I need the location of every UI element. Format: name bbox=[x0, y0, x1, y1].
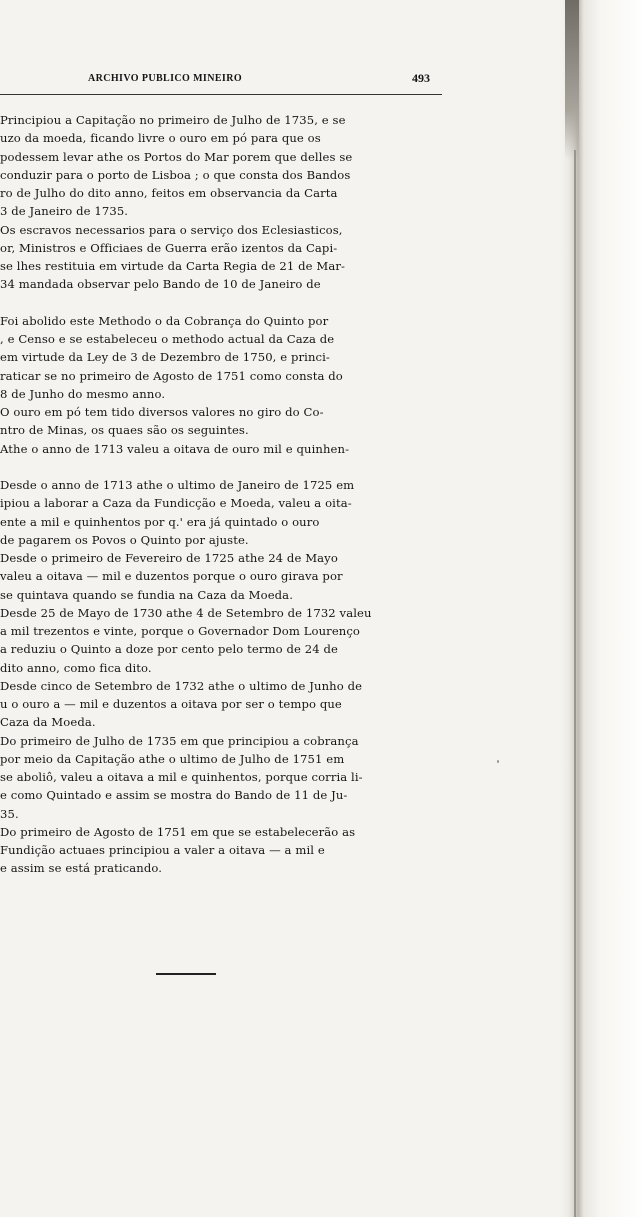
scan-speck bbox=[497, 760, 499, 763]
text-line: Do primeiro de Agosto de 1751 em que se estabelecerão as bbox=[0, 824, 356, 839]
text-line: e como Quintado e assim se mostra do Bando de 11 de Ju- bbox=[0, 788, 348, 803]
text-line: se lhes restituia em virtude da Carta Regia de 21 de Mar- bbox=[0, 259, 345, 273]
text-line: em virtude da Ley de 3 de Dezembro de 1750, e princi- bbox=[0, 350, 330, 365]
text-line: se quintava quando se fundia na Caza da Moeda. bbox=[0, 587, 293, 602]
text-line: a mil trezentos e vinte, porque o Governador Dom Lourenço bbox=[0, 624, 361, 638]
text-line: , e Censo e se estabeleceu o methodo actual da Caza de bbox=[0, 332, 335, 346]
text-line: u o ouro a — mil e duzentos a oitava por ser o tempo que bbox=[0, 697, 342, 711]
text-line: 35. bbox=[0, 806, 19, 821]
text-line: ipiou a laborar a Caza da Fundicção e Moeda, valeu a oita- bbox=[0, 496, 352, 511]
text-line: Foi abolido este Methodo o da Cobrança do Quinto por bbox=[0, 313, 329, 328]
binding-shadow bbox=[565, 0, 579, 160]
page-gutter bbox=[560, 0, 644, 1217]
text-line: Desde cinco de Setembro de 1732 athe o ultimo de Junho de bbox=[0, 678, 363, 693]
text-line: por meio da Capitação athe o ultimo de Julho de 1751 em bbox=[0, 751, 345, 766]
text-line: 8 de Junho do mesmo anno. bbox=[0, 386, 166, 401]
text-line: a reduziu o Quinto a doze por cento pelo termo de 24 de bbox=[0, 642, 338, 657]
text-line: 34 mandada observar pelo Bando de 10 de Janeiro de bbox=[0, 277, 321, 292]
body-text bbox=[0, 111, 460, 878]
text-line: 3 de Janeiro de 1735. bbox=[0, 204, 129, 219]
page-edge-line bbox=[574, 150, 576, 1217]
text-line: conduzir para o porto de Lisboa ; o que consta dos Bandos bbox=[0, 167, 351, 182]
text-line: or, Ministros e Officiaes de Guerra erão izentos da Capi- bbox=[0, 240, 338, 255]
text-line: valeu a oitava — mil e duzentos porque o ouro girava por bbox=[0, 569, 343, 584]
text-line: e assim se está praticando. bbox=[0, 861, 163, 876]
text-line: de pagarem os Povos o Quinto por ajuste. bbox=[0, 532, 249, 547]
text-line: Desde o anno de 1713 athe o ultimo de Janeiro de 1725 em bbox=[0, 478, 355, 492]
text-line: Fundição actuaes principiou a valer a oitava — a mil e bbox=[0, 843, 325, 857]
page-number: 493 bbox=[412, 71, 430, 85]
page-header bbox=[0, 66, 560, 88]
section-end-rule bbox=[156, 973, 216, 975]
blank-line bbox=[0, 294, 460, 312]
text-line: dito anno, como fica dito. bbox=[0, 660, 152, 675]
text-line: O ouro em pó tem tido diversos valores no giro do Co- bbox=[0, 405, 324, 419]
text-line: uzo da moeda, ficando livre o ouro em pó para que os bbox=[0, 131, 321, 146]
text-line: Principiou a Capitação no primeiro de Julho de 1735, e se bbox=[0, 113, 346, 127]
text-line: ntro de Minas, os quaes são os seguintes. bbox=[0, 423, 249, 438]
text-line: ro de Julho do dito anno, feitos em observancia da Carta bbox=[0, 186, 338, 200]
text-line: Os escravos necessarios para o serviço dos Eclesiasticos, bbox=[0, 222, 343, 237]
blank-line bbox=[0, 458, 460, 476]
text-line: Desde o primeiro de Fevereiro de 1725 athe 24 de Mayo bbox=[0, 551, 338, 565]
text-line: se aboliô, valeu a oitava a mil e quinhentos, porque corria li- bbox=[0, 770, 363, 784]
text-line: podessem levar athe os Portos do Mar porem que delles se bbox=[0, 149, 353, 164]
text-line: Do primeiro de Julho de 1735 em que principiou a cobrança bbox=[0, 733, 359, 748]
text-line: Caza da Moeda. bbox=[0, 715, 96, 730]
text-line: Desde 25 de Mayo de 1730 athe 4 de Setembro de 1732 valeu bbox=[0, 605, 372, 620]
running-title: ARCHIVO PUBLICO MINEIRO bbox=[88, 73, 243, 84]
header-rule bbox=[0, 94, 442, 95]
text-line: raticar se no primeiro de Agosto de 1751 como consta do bbox=[0, 368, 343, 383]
text-line: Athe o anno de 1713 valeu a oitava de ouro mil e quinhen- bbox=[0, 441, 350, 456]
text-line: ente a mil e quinhentos por q.' era já quintado o ouro bbox=[0, 514, 320, 529]
